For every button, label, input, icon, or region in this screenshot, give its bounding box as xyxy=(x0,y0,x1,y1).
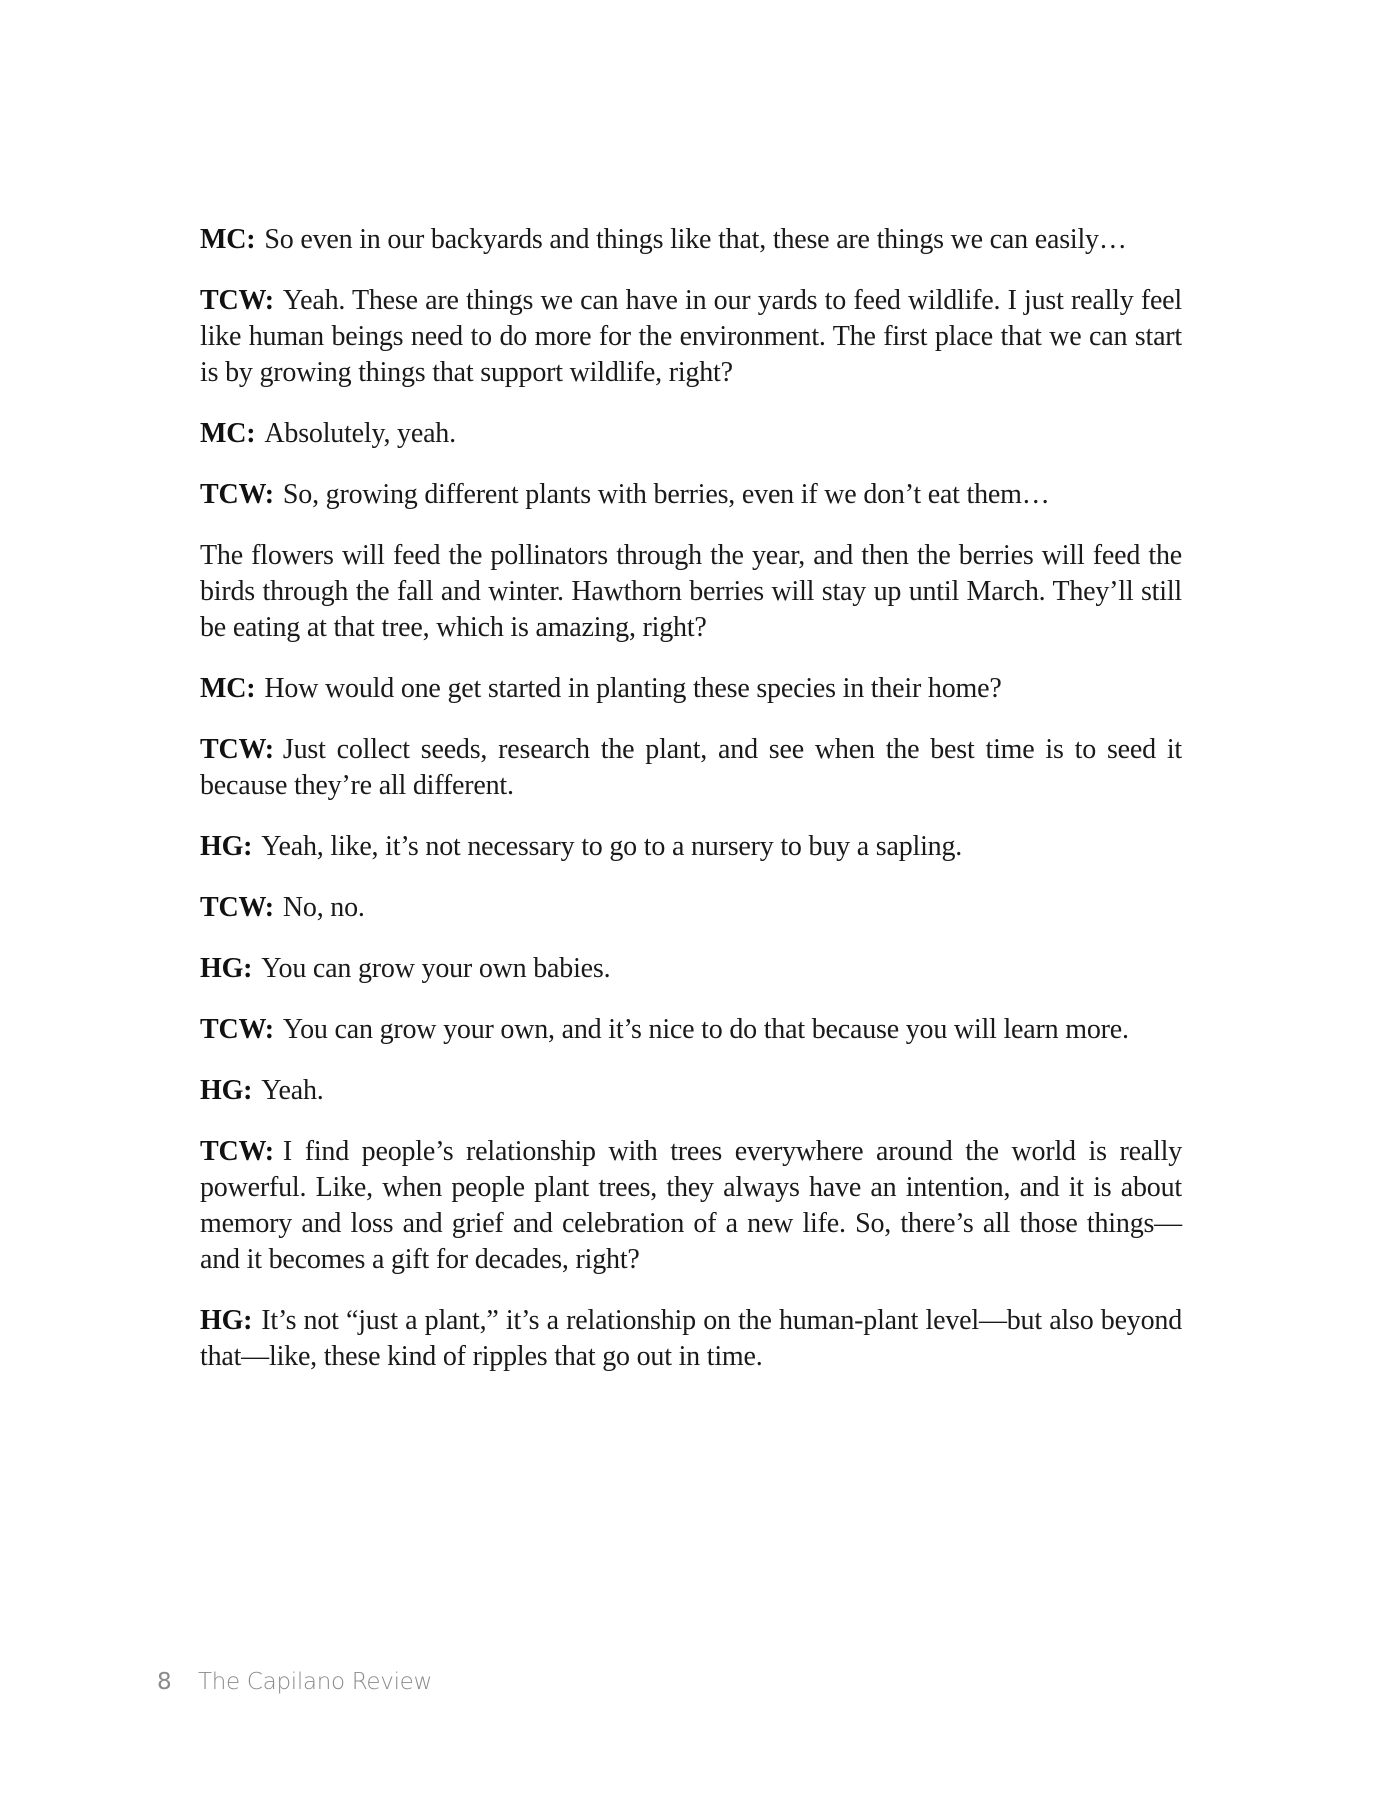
speaker-label: MC: xyxy=(200,418,256,449)
paragraph-text: No, no. xyxy=(282,892,365,923)
paragraph-text: Yeah. These are things we can have in our yards to feed wildlife. I just really feel like human beings need to do more for the environment. The first place that we can start is by growing things that support wildlife, right? xyxy=(200,285,1182,388)
paragraph-text: How would one get started in planting these species in their home? xyxy=(264,673,1002,704)
speaker-label: HG: xyxy=(200,953,253,984)
speaker-label: TCW: xyxy=(200,479,274,510)
speaker-label: HG: xyxy=(200,831,253,862)
transcript-paragraph xyxy=(200,951,1182,987)
paragraph-text: You can grow your own, and it’s nice to do that because you will learn more. xyxy=(282,1014,1129,1045)
paragraph-text: You can grow your own babies. xyxy=(261,953,611,984)
speaker-label: TCW: xyxy=(200,285,274,316)
speaker-label: TCW: xyxy=(200,1014,274,1045)
paragraph-text: The flowers will feed the pollinators through the year, and then the berries will feed the birds through the fall and winter. Hawthorn berries will stay up until March. They’ll still be eating at that tree, which is amazing, right? xyxy=(200,540,1182,643)
paragraph-text: Just collect seeds, research the plant, and see when the best time is to seed it because they’re all different. xyxy=(200,734,1182,801)
paragraph-text: It’s not “just a plant,” it’s a relationship on the human-plant level—but also beyond that—like, these kind of ripples that go out in time. xyxy=(200,1305,1182,1372)
transcript-paragraph xyxy=(200,222,1182,258)
transcript-paragraph xyxy=(200,477,1182,513)
speaker-label: TCW: xyxy=(200,1136,274,1167)
journal-title: The Capilano Review xyxy=(198,1669,433,1695)
transcript-paragraph xyxy=(200,1134,1182,1278)
speaker-label: HG: xyxy=(200,1305,253,1336)
transcript-paragraph xyxy=(200,829,1182,865)
paragraph-text: So, growing different plants with berries, even if we don’t eat them… xyxy=(282,479,1050,510)
speaker-label: MC: xyxy=(200,673,256,704)
speaker-label: TCW: xyxy=(200,892,274,923)
transcript-paragraph xyxy=(200,1012,1182,1048)
transcript-paragraph xyxy=(200,890,1182,926)
speaker-label: MC: xyxy=(200,224,256,255)
transcript-paragraph xyxy=(200,1303,1182,1375)
transcript-paragraph xyxy=(200,671,1182,707)
paragraph-text: Yeah, like, it’s not necessary to go to a nursery to buy a sapling. xyxy=(261,831,963,862)
transcript-paragraph xyxy=(200,732,1182,804)
paragraph-text: Yeah. xyxy=(261,1075,324,1106)
paragraph-text: I find people’s relationship with trees everywhere around the world is really powerful. Like, when people plant trees, they always have an intention, and it is about memory and loss and grief and celebration of a new life. So, there’s all those things—and it becomes a gift for decades, right? xyxy=(200,1136,1182,1275)
page-number: 8 xyxy=(157,1669,172,1695)
speaker-label: HG: xyxy=(200,1075,253,1106)
transcript-paragraph xyxy=(200,283,1182,391)
transcript-paragraph xyxy=(200,538,1182,646)
transcript-paragraph xyxy=(200,1073,1182,1109)
transcript-paragraph xyxy=(200,416,1182,452)
paragraph-text: Absolutely, yeah. xyxy=(264,418,456,449)
speaker-label: TCW: xyxy=(200,734,274,765)
page-footer xyxy=(157,1669,432,1695)
paragraph-text: So even in our backyards and things like that, these are things we can easily… xyxy=(264,224,1127,255)
interview-transcript xyxy=(200,222,1182,1400)
